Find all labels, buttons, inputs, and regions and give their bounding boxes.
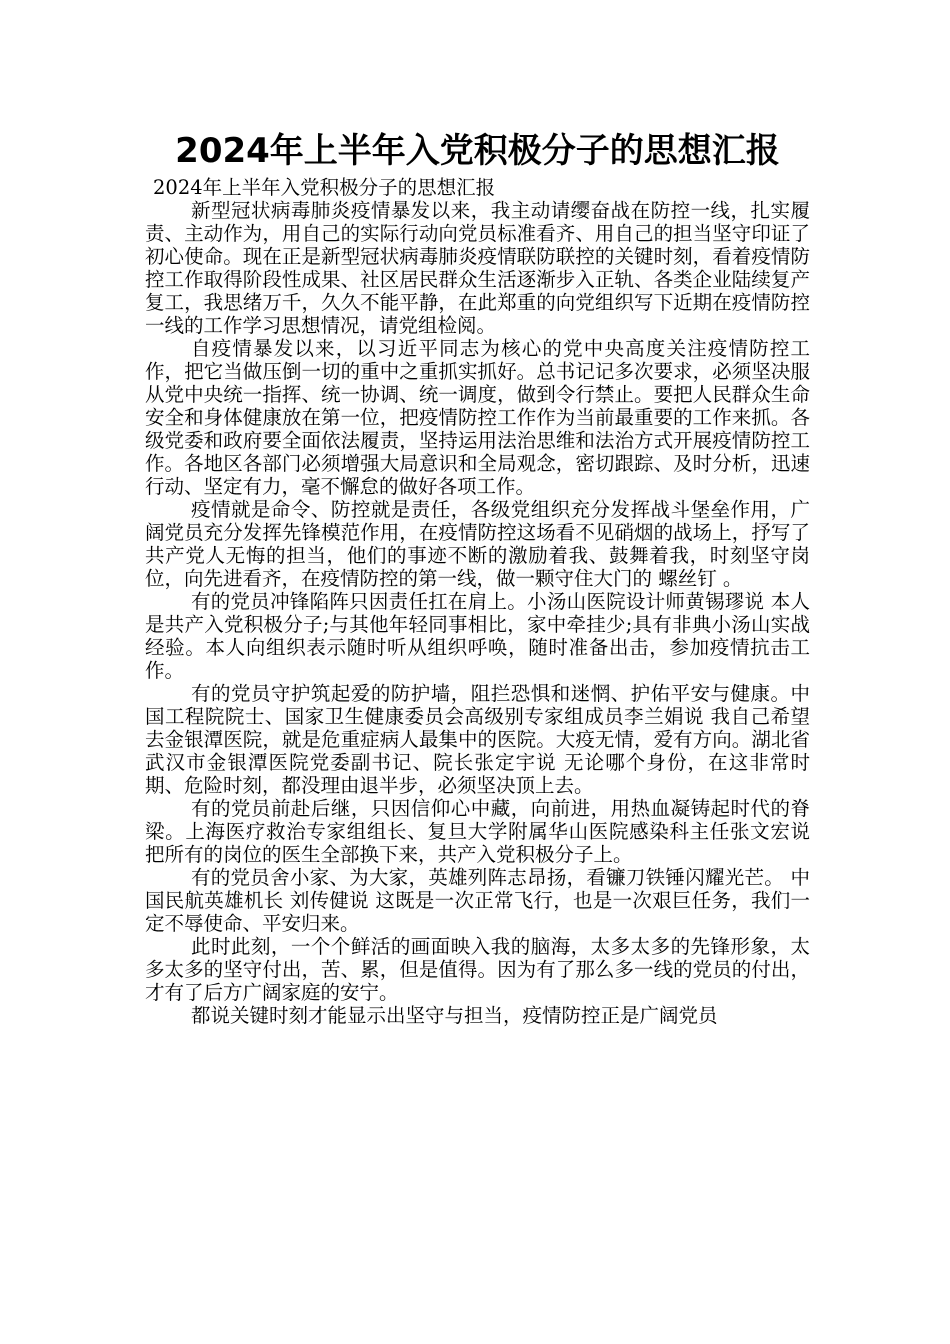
paragraph-6: 有的党员前赴后继，只因信仰心中藏，向前进，用热血凝铸起时代的脊梁。上海医疗救治专家组组长、复旦大学附属华山医院感染科主任张文宏说 把所有的岗位的医生全部换下来，共产入党积极分子上。 xyxy=(145,797,810,866)
paragraph-5: 有的党员守护筑起爱的防护墙，阻拦恐惧和迷惘、护佑平安与健康。中国工程院院士、国家卫生健康委员会高级别专家组成员李兰娟说 我自己希望去金银潭医院，就是危重症病人最集中的医院。大疫无情，爱有方向。湖北省武汉市金银潭医院党委副书记、院长张定宇说 无论哪个身份，在这非常时期、危险时刻，都没理由退半步，必须坚决顶上去。 xyxy=(145,682,810,797)
paragraph-2: 自疫情暴发以来，以习近平同志为核心的党中央高度关注疫情防控工作，把它当做压倒一切的重中之重抓实抓好。总书记记多次要求，必须坚决服从党中央统一指挥、统一协调、统一调度，做到令行禁止。要把人民群众生命安全和身体健康放在第一位，把疫情防控工作作为当前最重要的工作来抓。各级党委和政府要全面依法履责，坚持运用法治思维和法治方式开展疫情防控工作。各地区各部门必须增强大局意识和全局观念，密切跟踪、及时分析，迅速行动、坚定有力，毫不懈怠的做好各项工作。 xyxy=(145,337,810,498)
paragraph-3: 疫情就是命令、防控就是责任，各级党组织充分发挥战斗堡垒作用，广阔党员充分发挥先锋模范作用，在疫情防控这场看不见硝烟的战场上，抒写了共产党人无悔的担当，他们的事迹不断的激励着我、鼓舞着我，时刻坚守岗位，向先进看齐，在疫情防控的第一线，做一颗守住大门的 螺丝钉 。 xyxy=(145,498,810,590)
paragraph-1: 新型冠状病毒肺炎疫情暴发以来，我主动请缨奋战在防控一线，扎实履责、主动作为，用自己的实际行动向党员标准看齐、用自己的担当坚守印证了初心使命。现在正是新型冠状病毒肺炎疫情联防联控的关键时刻，看着疫情防控工作取得阶段性成果、社区居民群众生活逐渐步入正轨、各类企业陆续复产复工，我思绪万千，久久不能平静，在此郑重的向党组织写下近期在疫情防控一线的工作学习思想情况，请党组检阅。 xyxy=(145,199,810,337)
document-title: 2024年上半年入党积极分子的思想汇报 xyxy=(175,131,780,171)
paragraph-4: 有的党员冲锋陷阵只因责任扛在肩上。小汤山医院设计师黄锡璆说 本人是共产入党积极分子;与其他年轻同事相比，家中牵挂少;具有非典小汤山实战经验。本人向组织表示随时听从组织呼唤，随时准备出击，参加疫情抗击工作。 xyxy=(145,590,810,682)
paragraph-8: 此时此刻，一个个鲜活的画面映入我的脑海，太多太多的先锋形象，太多太多的坚守付出，苦、累，但是值得。因为有了那么多一线的党员的付出，才有了后方广阔家庭的安宁。 xyxy=(145,935,810,1004)
document-subtitle: 2024年上半年入党积极分子的思想汇报 xyxy=(153,176,496,199)
paragraph-7: 有的党员舍小家、为大家，英雄列阵志昂扬，看镰刀铁锤闪耀光芒。 中国民航英雄机长 刘传健说 这既是一次正常飞行，也是一次艰巨任务，我们一定不辱使命、平安归来。 xyxy=(145,866,810,935)
paragraph-9: 都说关键时刻才能显示出坚守与担当，疫情防控正是广阔党员 xyxy=(191,1004,718,1027)
document-page xyxy=(145,128,810,1027)
